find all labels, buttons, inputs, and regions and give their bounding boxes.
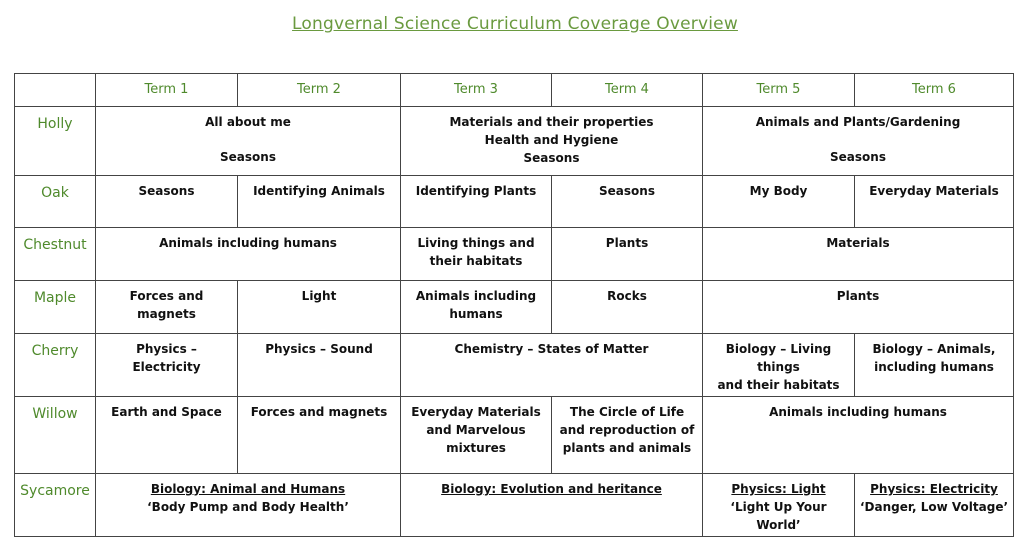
page-title: Longvernal Science Curriculum Coverage Overview xyxy=(292,14,738,34)
topic-cell: Forces and magnets xyxy=(96,281,238,334)
topic-cell: Chemistry – States of Matter xyxy=(401,334,703,397)
topic-text: and Marvelous xyxy=(426,423,526,437)
class-label: Maple xyxy=(15,281,96,334)
term-header: Term 6 xyxy=(855,74,1014,107)
topic-cell xyxy=(401,397,552,474)
topic-subtitle: ‘Body Pump and Body Health’ xyxy=(147,500,349,514)
class-label: Chestnut xyxy=(15,228,96,281)
topic-text: Health and Hygiene xyxy=(484,133,619,147)
topic-cell: Plants xyxy=(703,281,1014,334)
row-holly xyxy=(15,107,1014,176)
topic-heading: Physics: Light xyxy=(731,482,826,496)
topic-cell: Forces and magnets xyxy=(238,397,401,474)
topic-cell: My Body xyxy=(703,176,855,228)
topic-text: including humans xyxy=(874,360,994,374)
topic-cell: Physics – Sound xyxy=(238,334,401,397)
topic-heading: Biology: Evolution and heritance xyxy=(401,474,703,537)
header-row xyxy=(15,74,1014,107)
topic-cell xyxy=(855,334,1014,397)
corner-cell xyxy=(15,74,96,107)
term-header: Term 3 xyxy=(401,74,552,107)
topic-cell xyxy=(401,228,552,281)
topic-text: All about me xyxy=(205,115,291,129)
class-label: Sycamore xyxy=(15,474,96,537)
topic-subtitle: ‘Danger, Low Voltage’ xyxy=(859,500,1009,514)
topic-text: humans xyxy=(449,307,503,321)
class-label: Willow xyxy=(15,397,96,474)
topic-text: and their habitats xyxy=(717,378,840,392)
term-header: Term 1 xyxy=(96,74,238,107)
topic-text: Materials and their properties xyxy=(449,115,654,129)
curriculum-table xyxy=(14,73,1014,537)
topic-cell xyxy=(401,281,552,334)
topic-cell: Identifying Plants xyxy=(401,176,552,228)
topic-cell xyxy=(703,334,855,397)
topic-text: Living things and xyxy=(417,236,535,250)
topic-cell xyxy=(96,474,401,537)
topic-text: Seasons xyxy=(523,151,580,165)
topic-cell: Light xyxy=(238,281,401,334)
class-label: Holly xyxy=(15,107,96,176)
topic-cell: Physics – Electricity xyxy=(96,334,238,397)
topic-cell: Materials xyxy=(703,228,1014,281)
term-header: Term 4 xyxy=(552,74,703,107)
topic-text: Seasons xyxy=(220,150,276,164)
topic-text: plants and animals xyxy=(562,441,692,455)
topic-cell xyxy=(703,107,1014,176)
row-cherry xyxy=(15,334,1014,397)
topic-heading: Biology: Animal and Humans xyxy=(150,482,346,496)
topic-text: Everyday Materials xyxy=(411,405,541,419)
term-header: Term 5 xyxy=(703,74,855,107)
topic-text: Seasons xyxy=(830,150,886,164)
topic-subtitle: ‘Light Up Your World’ xyxy=(730,500,827,532)
topic-text: their habitats xyxy=(429,254,523,268)
topic-heading: Physics: Electricity xyxy=(870,482,998,496)
topic-cell: Identifying Animals xyxy=(238,176,401,228)
topic-cell: Plants xyxy=(552,228,703,281)
topic-cell: Seasons xyxy=(552,176,703,228)
topic-cell: Seasons xyxy=(96,176,238,228)
row-maple xyxy=(15,281,1014,334)
row-sycamore xyxy=(15,474,1014,537)
topic-cell: Animals including humans xyxy=(96,228,401,281)
row-willow xyxy=(15,397,1014,474)
topic-cell: Earth and Space xyxy=(96,397,238,474)
class-label: Cherry xyxy=(15,334,96,397)
row-oak xyxy=(15,176,1014,228)
topic-cell: Animals including humans xyxy=(703,397,1014,474)
topic-text: Animals and Plants/Gardening xyxy=(755,115,961,129)
topic-cell: Everyday Materials xyxy=(855,176,1014,228)
topic-text: and reproduction of xyxy=(559,423,695,437)
topic-cell: Rocks xyxy=(552,281,703,334)
topic-text: Biology – Animals, xyxy=(872,342,996,356)
topic-cell xyxy=(703,474,855,537)
term-header: Term 2 xyxy=(238,74,401,107)
topic-cell xyxy=(552,397,703,474)
topic-text: Biology – Living things xyxy=(725,342,832,374)
row-chestnut xyxy=(15,228,1014,281)
topic-cell xyxy=(96,107,401,176)
topic-text: mixtures xyxy=(446,441,506,455)
class-label: Oak xyxy=(15,176,96,228)
topic-cell xyxy=(855,474,1014,537)
topic-text: The Circle of Life xyxy=(569,405,685,419)
topic-cell xyxy=(401,107,703,176)
topic-text: Animals including xyxy=(415,289,537,303)
